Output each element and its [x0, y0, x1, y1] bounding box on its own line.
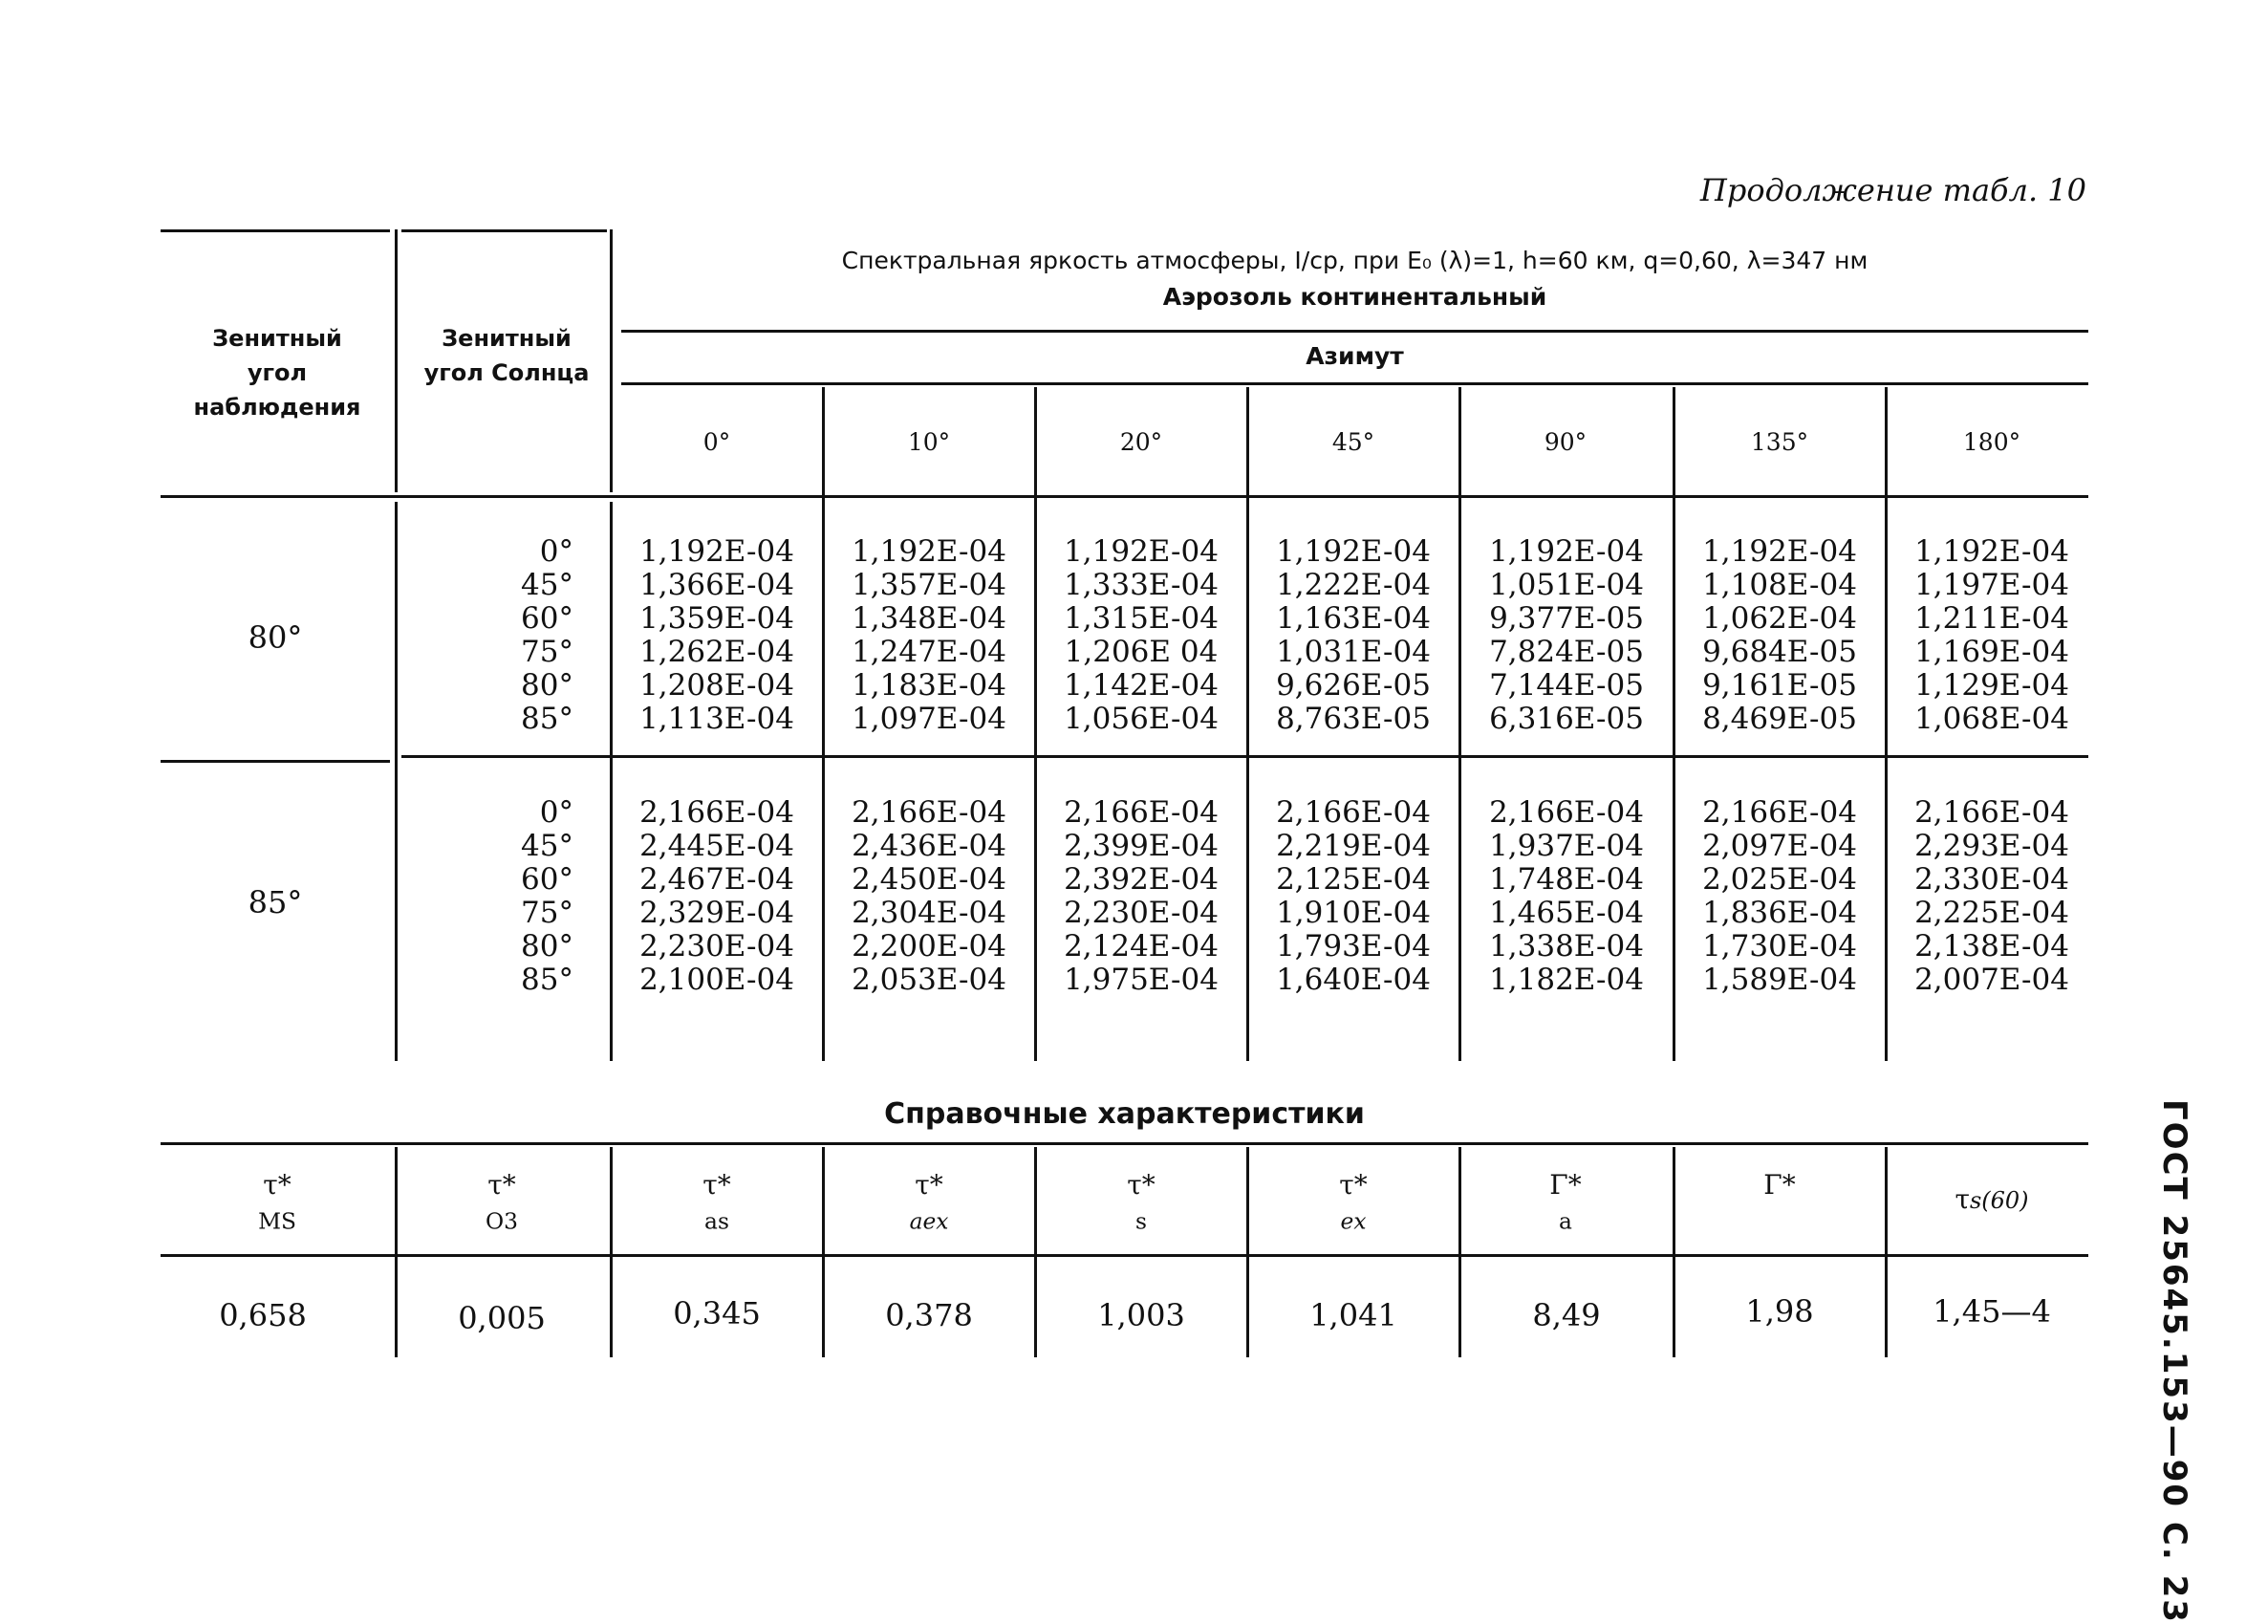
data-column: 1,192E-04 1,051E-04 9,377E-05 7,824E-05 7,144E-05 6,316E-05 — [1489, 534, 1644, 736]
observation-angle-80: 80° — [248, 619, 303, 656]
data-column: 1,192E-04 1,366E-04 1,359E-04 1,262E-04 1,208E-04 1,113E-04 — [639, 534, 794, 736]
azimuth-45: 45° — [1331, 428, 1375, 456]
value-gamma-a: 8,49 — [1532, 1297, 1601, 1333]
data-column: 1,192E-04 1,108E-04 1,062E-04 9,684E-05 9,161E-05 8,469E-05 — [1702, 534, 1857, 736]
rule — [621, 382, 2088, 385]
value-tau-s60: 1,45—4 — [1933, 1293, 2051, 1330]
symbol-tau-ms: τ* $_{MS}$ — [258, 1169, 296, 1235]
rule — [161, 1254, 2088, 1257]
page-side-label: ГОСТ 25645.153—90 С. 23 — [2155, 1099, 2193, 1624]
rule — [401, 755, 2088, 758]
header-title: Спектральная яркость атмосферы, I/ср, при E₀ (λ)=1, h=60 км, q=0,60, λ=347 нм — [841, 247, 1868, 274]
azimuth-0: 0° — [702, 428, 731, 456]
value-tau-as: 0,345 — [673, 1295, 761, 1332]
value-tau-ms: 0,658 — [219, 1297, 307, 1333]
header-azimuth: Азимут — [1306, 342, 1404, 370]
header-aerosol: Аэрозоль континентальный — [1162, 283, 1547, 311]
symbol-tau-o3: τ* $_{O3}$ — [486, 1169, 518, 1235]
data-column: 1,192E-04 1,357E-04 1,348E-04 1,247E-04 1,183E-04 1,097E-04 — [852, 534, 1006, 736]
symbol-tau-aex: τ* $_{aex}$ — [909, 1169, 949, 1235]
symbol-tau-s: τ* $_s$ — [1127, 1169, 1156, 1235]
value-tau-aex: 0,378 — [885, 1297, 973, 1333]
value-tau-ex: 1,041 — [1309, 1297, 1397, 1333]
azimuth-135: 135° — [1750, 428, 1809, 456]
data-column: 2,166E-04 2,097E-04 2,025E-04 1,836E-04 1,730E-04 1,589E-04 — [1702, 795, 1857, 997]
symbol-tau-ex: τ* $_{ex}$ — [1339, 1169, 1368, 1235]
data-column: 2,166E-04 2,219E-04 2,125E-04 1,910E-04 1,793E-04 1,640E-04 — [1276, 795, 1431, 997]
azimuth-180: 180° — [1962, 428, 2021, 456]
symbol-tau-as: τ* $_{as}$ — [702, 1169, 731, 1235]
rule — [161, 495, 2088, 498]
symbol-gamma-a: Γ* $_a$ — [1549, 1169, 1582, 1235]
continuation-label: Продолжение табл. 10 — [1699, 172, 2086, 208]
data-column: 2,166E-04 2,445E-04 2,467E-04 2,329E-04 2,230E-04 2,100E-04 — [639, 795, 794, 997]
value-tau-o3: 0,005 — [458, 1300, 546, 1336]
azimuth-20: 20° — [1119, 428, 1163, 456]
rule — [621, 330, 2088, 333]
header-observation-angle: Зенитный угол наблюдения — [193, 325, 361, 421]
data-column: 1,192E-04 1,333E-04 1,315E-04 1,206E 04 1,142E-04 1,056E-04 — [1064, 534, 1219, 736]
symbol-gamma: Γ* — [1763, 1169, 1796, 1201]
reference-title: Справочные характеристики — [884, 1097, 1365, 1131]
value-gamma: 1,98 — [1745, 1293, 1814, 1330]
data-column: 2,166E-04 2,399E-04 2,392E-04 2,230E-04 2,124E-04 1,975E-04 — [1064, 795, 1219, 997]
azimuth-10: 10° — [907, 428, 951, 456]
rule — [161, 760, 390, 763]
data-column: 2,166E-04 1,937E-04 1,748E-04 1,465E-04 1,338E-04 1,182E-04 — [1489, 795, 1644, 997]
symbol-tau-s60: τs(60) — [1955, 1183, 2029, 1215]
rule — [395, 229, 398, 492]
rule — [401, 229, 607, 232]
data-column: 2,166E-04 2,293E-04 2,330E-04 2,225E-04 2,138E-04 2,007E-04 — [1914, 795, 2069, 997]
observation-angle-85: 85° — [248, 884, 303, 920]
rule — [395, 502, 398, 1061]
value-tau-s: 1,003 — [1097, 1297, 1185, 1333]
rule — [161, 229, 390, 232]
rule — [161, 1142, 2088, 1145]
header-sun-angle: Зенитный угол Солнца — [423, 325, 590, 386]
sun-angles-85: 0° 45° 60° 75° 80° 85° — [521, 795, 573, 997]
azimuth-90: 90° — [1544, 428, 1588, 456]
sun-angles-80: 0° 45° 60° 75° 80° 85° — [521, 534, 573, 736]
data-column: 1,192E-04 1,197E-04 1,211E-04 1,169E-04 1,129E-04 1,068E-04 — [1914, 534, 2069, 736]
data-column: 2,166E-04 2,436E-04 2,450E-04 2,304E-04 2,200E-04 2,053E-04 — [852, 795, 1006, 997]
data-column: 1,192E-04 1,222E-04 1,163E-04 1,031E-04 9,626E-05 8,763E-05 — [1276, 534, 1431, 736]
